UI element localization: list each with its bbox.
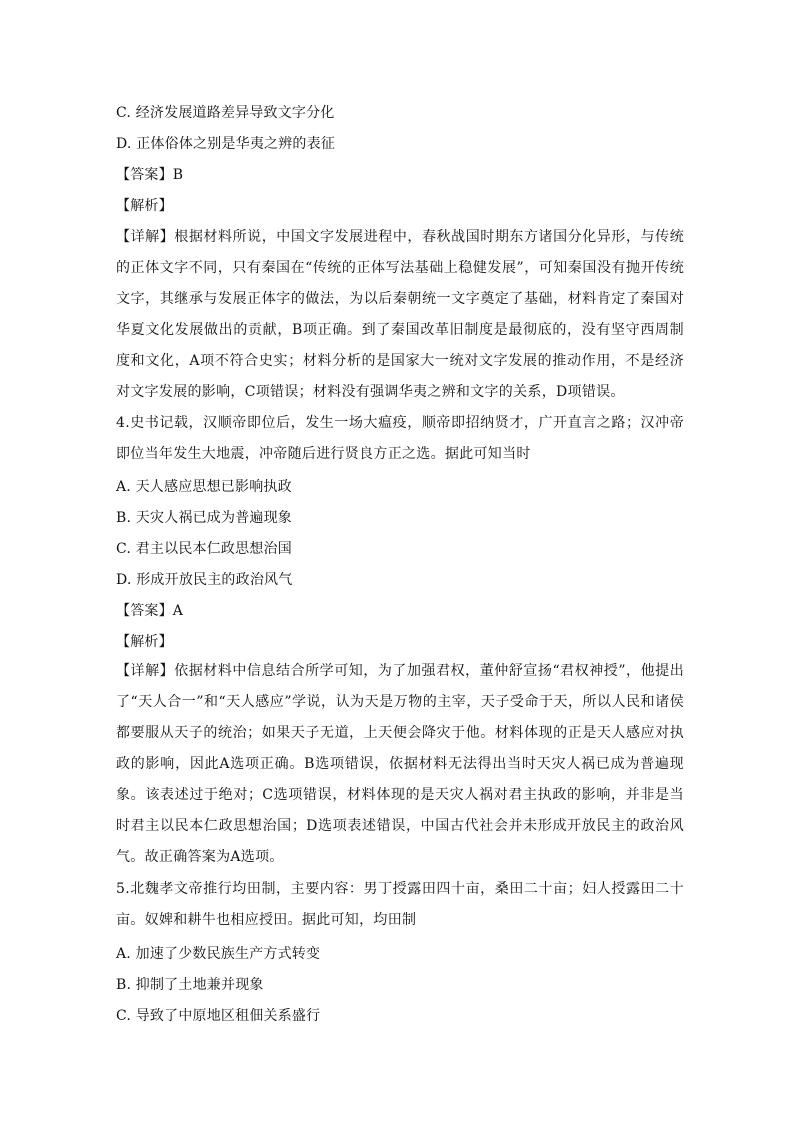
q4-option-c: C. 君主以民本仁政思想治国 — [116, 541, 292, 557]
q4-option-a: A. 天人感应思想已影响执政 — [116, 479, 292, 495]
q4-detail: 【详解】依据材料中信息结合所学可知，为了加强君权，董仲舒宣扬“君权神授”，他提出了“天人合一”和“天人感应”学说，认为天是万物的主宰，天子受命于天，所以人民和诸侯都要服从天子的统治；如果天子无道，上天便会降灾于他。材料体现的正是天人感应对执政的影响，因此A选项正确。B选项错误，依据材料无法得出当时天灾人祸已成为普遍现象。该表述过于绝对；C选项错误，材料体现的是天灾人祸对君主执政的影响，并非是当时君主以民本仁政思想治国；D选项表述错误，中国古代社会并未形成开放民主的政治风气。故正确答案为A选项。 — [116, 663, 684, 865]
q3-option-c: C. 经济发展道路差异导致文字分化 — [116, 105, 335, 121]
q5-option-c: C. 导致了中原地区租佃关系盛行 — [116, 1008, 321, 1024]
q5-stem: 5.北魏孝文帝推行均田制，主要内容：男丁授露田四十亩，桑田二十亩；妇人授露田二十亩。奴婢和耕牛也相应授田。据此可知，均田制 — [116, 881, 684, 928]
q4-option-d: D. 形成开放民主的政治风气 — [116, 572, 293, 588]
q4-answer: 【答案】A — [116, 603, 184, 619]
q3-answer: 【答案】B — [116, 167, 184, 183]
q3-detail: 【详解】根据材料所说，中国文字发展进程中，春秋战国时期东方诸国分化异形，与传统的正体文字不同，只有秦国在“传统的正体写法基础上稳健发展”，可知秦国没有抛开传统文字，其继承与发展正体字的做法，为以后秦朝统一文字奠定了基础，材料肯定了秦国对华夏文化发展做出的贡献，B项正确。到了秦国改革旧制度是最彻底的，没有坚守西周制度和文化，A项不符合史实；材料分析的是国家大一统对文字发展的推动作用，不是经济对文字发展的影响，C项错误；材料没有强调华夷之辨和文字的关系，D项错误。 — [116, 229, 684, 400]
q4-stem: 4.史书记载，汉顺帝即位后，发生一场大瘟疫，顺帝即招纳贤才，广开直言之路；汉冲帝即位当年发生大地震，冲帝随后进行贤良方正之选。据此可知当时 — [116, 415, 684, 462]
q3-analysis-heading: 【解析】 — [116, 198, 173, 214]
q3-option-d: D. 正体俗体之别是华夷之辨的表征 — [116, 136, 336, 152]
q5-option-a: A. 加速了少数民族生产方式转变 — [116, 946, 321, 962]
q4-option-b: B. 天灾人祸已成为普遍现象 — [116, 510, 292, 526]
q4-analysis-heading: 【解析】 — [116, 634, 173, 650]
q5-option-b: B. 抑制了土地兼并现象 — [116, 977, 264, 993]
